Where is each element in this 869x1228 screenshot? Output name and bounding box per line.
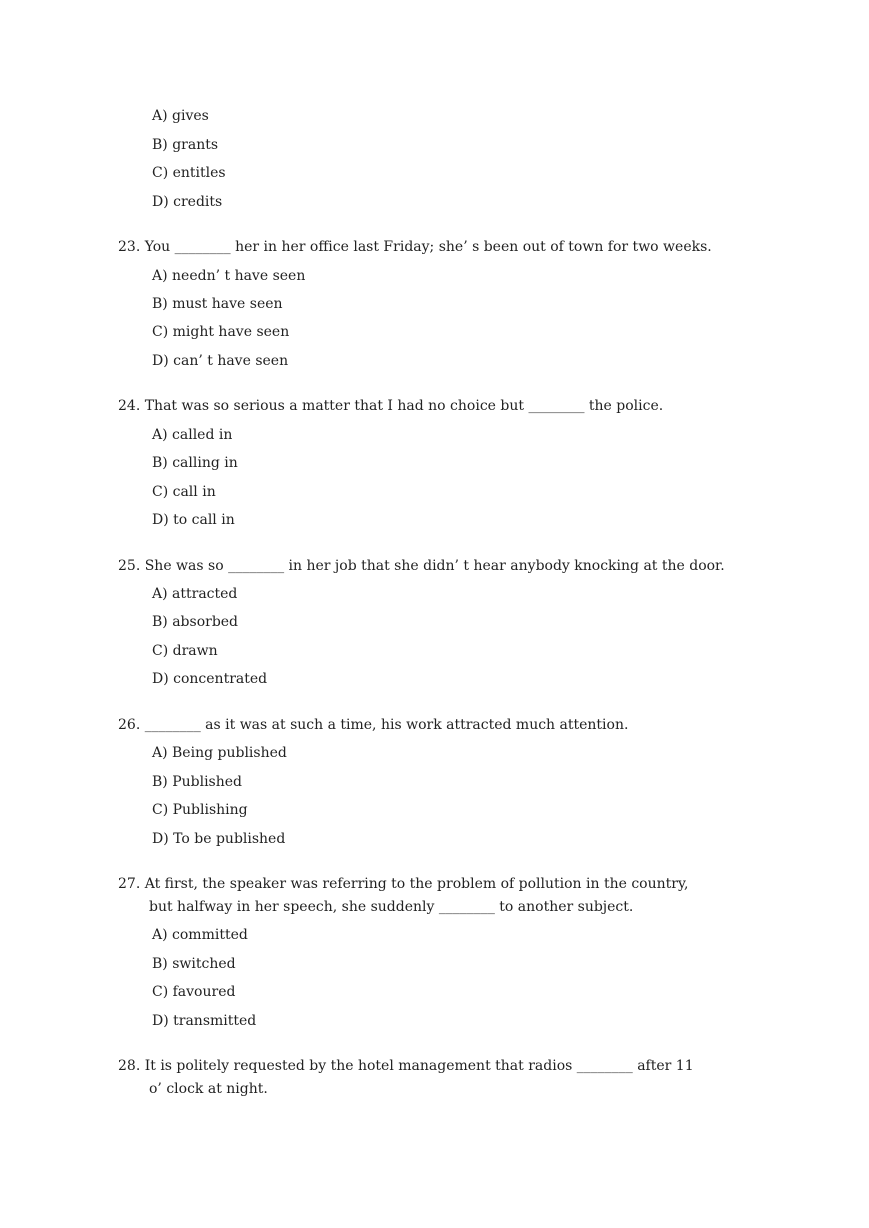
q24-option-d: D) to call in <box>152 512 235 528</box>
q25-option-a: A) attracted <box>152 586 238 602</box>
q27-option-d: D) transmitted <box>152 1013 257 1029</box>
q28-stem-line1: 28. It is politely requested by the hotel management that radios ________ after 11 <box>118 1058 694 1074</box>
q27-option-c: C) favoured <box>152 984 236 1000</box>
q24-option-a: A) called in <box>152 427 233 443</box>
q28-stem-line2: o’ clock at night. <box>149 1081 268 1097</box>
q25-option-d: D) concentrated <box>152 671 268 687</box>
q23-option-b: B) must have seen <box>152 296 283 312</box>
q24-option-c: C) call in <box>152 484 216 500</box>
q24-stem: 24. That was so serious a matter that I had no choice but ________ the police. <box>118 398 664 414</box>
q26-stem: 26. ________ as it was at such a time, his work attracted much attention. <box>118 717 629 733</box>
q23-option-a: A) needn’ t have seen <box>152 268 306 284</box>
q22-option-b: B) grants <box>152 137 219 153</box>
q24-option-b: B) calling in <box>152 455 238 471</box>
q26-option-c: C) Publishing <box>152 802 248 818</box>
q25-stem: 25. She was so ________ in her job that she didn’ t hear anybody knocking at the door. <box>118 558 725 574</box>
q22-option-a: A) gives <box>152 108 209 124</box>
q26-option-d: D) To be published <box>152 831 286 847</box>
q27-stem-line1: 27. At first, the speaker was referring to the problem of pollution in the country, <box>118 876 689 892</box>
q27-stem-line2: but halfway in her speech, she suddenly ________ to another subject. <box>149 899 634 915</box>
q22-option-d: D) credits <box>152 194 223 210</box>
q26-option-b: B) Published <box>152 774 243 790</box>
q27-option-a: A) committed <box>152 927 248 943</box>
q25-option-c: C) drawn <box>152 643 218 659</box>
q25-option-b: B) absorbed <box>152 614 239 630</box>
q26-option-a: A) Being published <box>152 745 287 761</box>
q27-option-b: B) switched <box>152 956 236 972</box>
q23-option-d: D) can’ t have seen <box>152 353 289 369</box>
q22-option-c: C) entitles <box>152 165 226 181</box>
q23-option-c: C) might have seen <box>152 324 290 340</box>
q23-stem: 23. You ________ her in her office last Friday; she’ s been out of town for two weeks. <box>118 239 712 255</box>
